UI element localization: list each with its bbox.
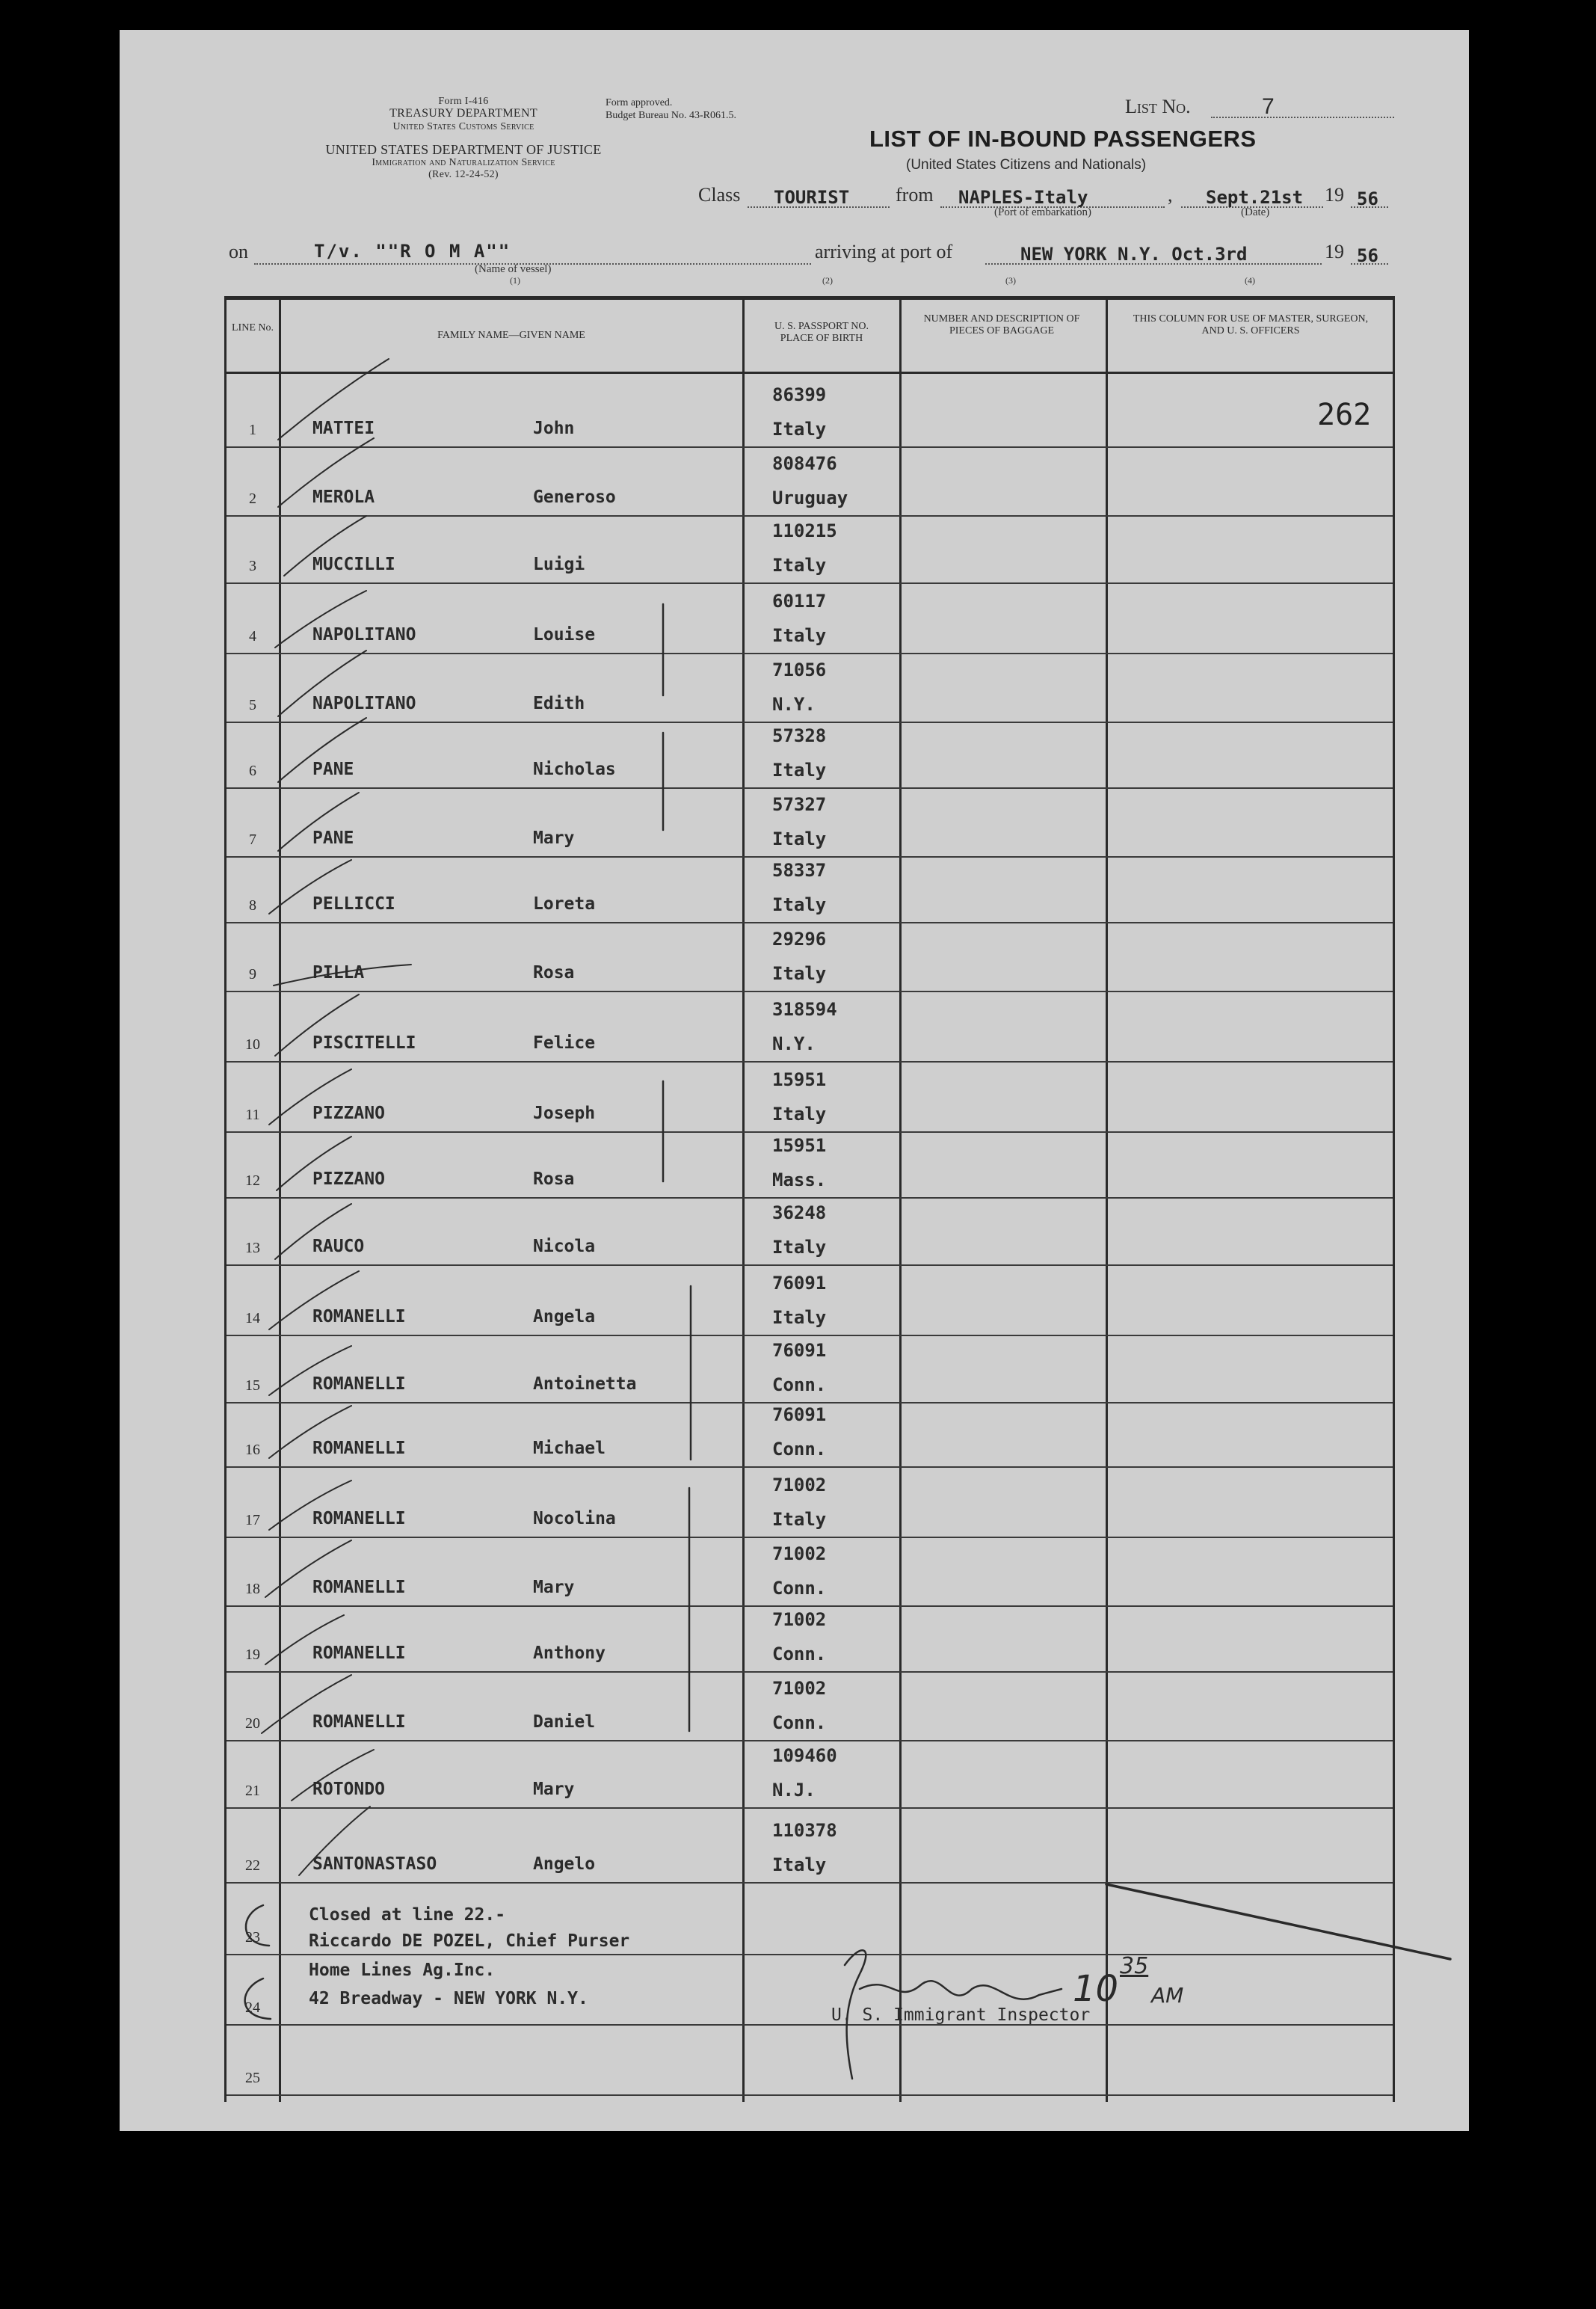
passport-number: 76091 <box>772 1340 827 1361</box>
line-number: 7 <box>249 831 256 848</box>
given-name: Edith <box>533 694 585 713</box>
given-name: Rosa <box>533 1169 575 1189</box>
check-mark-stroke <box>265 1540 351 1597</box>
family-name: PILLA <box>312 963 365 983</box>
family-name: ROMANELLI <box>312 1578 406 1597</box>
check-mark-stroke <box>269 1271 359 1329</box>
place-of-birth: N.Y. <box>772 694 816 715</box>
family-name: PANE <box>312 760 354 779</box>
check-mark-stroke <box>269 1346 351 1395</box>
form-approved: Form approved. <box>606 97 673 108</box>
given-name: Nicola <box>533 1237 596 1256</box>
line-number: 9 <box>249 966 256 983</box>
departure-date: Sept.21st <box>1206 187 1304 208</box>
on-label: on <box>229 241 248 262</box>
line-number: 20 <box>245 1715 260 1732</box>
place-of-birth: Italy <box>772 1854 827 1875</box>
from-label: from <box>896 184 934 206</box>
family-name: ROMANELLI <box>312 1509 406 1528</box>
inspection-hour: 10 <box>1073 1968 1119 2010</box>
passport-number: 60117 <box>772 591 827 612</box>
family-name: ROMANELLI <box>312 1712 406 1732</box>
line-number: 4 <box>249 628 256 645</box>
family-name: ROMANELLI <box>312 1439 406 1458</box>
given-name: Rosa <box>533 963 575 983</box>
check-mark-stroke <box>299 1807 370 1875</box>
check-mark-stroke <box>269 1481 351 1530</box>
arrival-year: 56 <box>1357 245 1378 266</box>
check-mark-stroke <box>275 1204 351 1259</box>
departure-year: 56 <box>1357 188 1378 209</box>
place-of-birth: Italy <box>772 555 827 576</box>
given-name: Louise <box>533 625 596 645</box>
passport-number: 109460 <box>772 1745 837 1766</box>
from-value: NAPLES-Italy <box>958 187 1088 208</box>
given-name: Luigi <box>533 555 585 574</box>
closing-diagonal-line <box>1106 1884 1450 1959</box>
given-name: Daniel <box>533 1712 596 1732</box>
line-number: 15 <box>245 1377 260 1394</box>
inspection-minute: 35 <box>1120 1953 1149 1979</box>
given-name: Angelo <box>533 1854 596 1874</box>
place-of-birth: Conn. <box>772 1712 827 1733</box>
family-name: ROMANELLI <box>312 1307 406 1326</box>
passport-number: 110215 <box>772 520 837 541</box>
inspector-title: U. S. Immigrant Inspector <box>831 2005 1091 2025</box>
line-number: 14 <box>245 1310 260 1326</box>
place-of-birth: Italy <box>772 963 827 984</box>
given-name: Nicholas <box>533 760 616 779</box>
check-mark-stroke <box>277 1137 351 1190</box>
customs-service: United States Customs Service <box>392 121 534 132</box>
passport-number: 808476 <box>772 453 837 474</box>
line-number: 13 <box>245 1240 260 1256</box>
given-name: Joseph <box>533 1104 596 1123</box>
line-circle-mark <box>245 1979 271 2019</box>
place-of-birth: Italy <box>772 828 827 849</box>
family-name: MUCCILLI <box>312 555 395 574</box>
col-header-name: FAMILY NAME—GIVEN NAME <box>437 330 585 341</box>
page-subtitle: (United States Citizens and Nationals) <box>906 157 1147 173</box>
line-number: 1 <box>249 422 256 438</box>
given-name: John <box>533 419 575 438</box>
given-name: Loreta <box>533 894 596 914</box>
place-of-birth: Italy <box>772 419 827 440</box>
date-note: (Date) <box>1241 206 1270 218</box>
line-number: 21 <box>245 1783 260 1799</box>
passport-number: 110378 <box>772 1820 837 1841</box>
passport-number: 318594 <box>772 999 837 1020</box>
col-header-officers: THIS COLUMN FOR USE OF MASTER, SURGEON, AND U. S. OFFICERS <box>1133 313 1369 336</box>
passport-number: 36248 <box>772 1202 827 1223</box>
line-number: 16 <box>245 1442 260 1458</box>
year-prefix-1: 19 <box>1325 184 1344 206</box>
col-header-passport: U. S. PASSPORT NO. PLACE OF BIRTH <box>774 321 869 344</box>
place-of-birth: Italy <box>772 1307 827 1328</box>
col-num-1: (1) <box>510 275 520 286</box>
line-number: 22 <box>245 1857 260 1874</box>
line-number: 17 <box>245 1512 260 1528</box>
vessel-note: (Name of vessel) <box>475 263 552 275</box>
given-name: Mary <box>533 1578 575 1597</box>
family-name: NAPOLITANO <box>312 694 416 713</box>
class-label: Class <box>698 184 741 206</box>
agency-address: 42 Breadway - NEW YORK N.Y. <box>309 1989 588 2008</box>
place-of-birth: Conn. <box>772 1644 827 1664</box>
check-mark-stroke <box>275 591 366 648</box>
place-of-birth: Italy <box>772 894 827 915</box>
family-name: MEROLA <box>312 488 375 507</box>
line-number: 18 <box>245 1581 260 1597</box>
arriving-label: arriving at port of <box>815 241 953 262</box>
closing-line: Closed at line 22.- <box>309 1905 506 1925</box>
check-mark-stroke <box>292 1750 374 1801</box>
given-name: Generoso <box>533 488 616 507</box>
family-name: PISCITELLI <box>312 1033 416 1053</box>
family-name: PIZZANO <box>312 1104 385 1123</box>
passport-number: 15951 <box>772 1069 827 1090</box>
page-title: LIST OF IN-BOUND PASSENGERS <box>869 126 1257 152</box>
passport-number: 15951 <box>772 1135 827 1156</box>
col-num-2: (2) <box>822 275 833 286</box>
check-mark-stroke <box>278 438 374 507</box>
check-mark-stroke <box>265 1615 344 1664</box>
given-name: Antoinetta <box>533 1374 637 1394</box>
passport-number: 57328 <box>772 725 827 746</box>
given-name: Michael <box>533 1439 606 1458</box>
line-number: 8 <box>249 897 256 914</box>
check-mark-stroke <box>269 860 351 914</box>
place-of-birth: N.J. <box>772 1780 816 1801</box>
passport-number: 29296 <box>772 929 827 950</box>
given-name: Anthony <box>533 1644 606 1663</box>
treasury-dept: TREASURY DEPARTMENT <box>389 107 537 120</box>
family-name: PANE <box>312 828 354 848</box>
place-of-birth: Uruguay <box>772 488 848 508</box>
col-header-line: LINE No. <box>232 322 274 333</box>
form-number: Form I-416 <box>438 96 489 107</box>
family-name: ROTONDO <box>312 1780 385 1799</box>
check-mark-stroke <box>275 994 359 1056</box>
passport-number: 76091 <box>772 1404 827 1425</box>
place-of-birth: N.Y. <box>772 1033 816 1054</box>
line-number: 12 <box>245 1172 260 1189</box>
justice-dept: UNITED STATES DEPARTMENT OF JUSTICE <box>325 142 602 157</box>
line-number: 25 <box>245 2070 260 2086</box>
family-name: NAPOLITANO <box>312 625 416 645</box>
check-mark-stroke <box>278 718 366 782</box>
col-header-baggage: NUMBER AND DESCRIPTION OF PIECES OF BAGGAGE <box>923 313 1080 336</box>
agency-name: Home Lines Ag.Inc. <box>309 1961 496 1980</box>
line-number: 19 <box>245 1647 260 1663</box>
family-name: ROMANELLI <box>312 1644 406 1663</box>
place-of-birth: Italy <box>772 1104 827 1125</box>
line-number: 10 <box>245 1036 260 1053</box>
place-of-birth: Italy <box>772 760 827 781</box>
budget-bureau: Budget Bureau No. 43-R061.5. <box>606 110 736 121</box>
passport-number: 71002 <box>772 1609 827 1630</box>
port-embarkation-note: (Port of embarkation) <box>994 206 1091 218</box>
given-name: Angela <box>533 1307 596 1326</box>
list-no-value: 7 <box>1262 94 1275 119</box>
passport-number: 71002 <box>772 1543 827 1564</box>
line-number: 5 <box>249 697 256 713</box>
year-prefix-2: 19 <box>1325 241 1344 262</box>
family-name: SANTONASTASO <box>312 1854 437 1874</box>
place-of-birth: Italy <box>772 625 827 646</box>
ins-service: Immigration and Naturalization Service <box>372 157 555 168</box>
line-circle-mark <box>246 1905 269 1946</box>
place-of-birth: Italy <box>772 1509 827 1530</box>
page-stamp-number: 262 <box>1317 398 1372 432</box>
check-mark-stroke <box>278 651 366 716</box>
passport-number: 86399 <box>772 384 827 405</box>
place-of-birth: Italy <box>772 1237 827 1258</box>
place-of-birth: Conn. <box>772 1439 827 1460</box>
line-number: 6 <box>249 763 256 779</box>
passport-number: 71002 <box>772 1475 827 1495</box>
place-of-birth: Mass. <box>772 1169 827 1190</box>
col-num-3: (3) <box>1005 275 1016 286</box>
line-number: 23 <box>245 1929 260 1946</box>
check-mark-stroke <box>274 965 411 986</box>
family-name: PELLICCI <box>312 894 395 914</box>
comma-1: , <box>1168 184 1173 206</box>
list-no-label: List No. <box>1125 96 1191 117</box>
family-name: RAUCO <box>312 1237 365 1256</box>
check-mark-stroke <box>262 1675 351 1733</box>
family-name: PIZZANO <box>312 1169 385 1189</box>
inspector-signature <box>845 1950 1062 2079</box>
place-of-birth: Conn. <box>772 1374 827 1395</box>
given-name: Mary <box>533 1780 575 1799</box>
given-name: Felice <box>533 1033 596 1053</box>
passport-number: 58337 <box>772 860 827 881</box>
line-number: 3 <box>249 558 256 574</box>
check-mark-stroke <box>278 359 389 440</box>
arrival-port-date: NEW YORK N.Y. Oct.3rd <box>1020 244 1248 265</box>
check-mark-stroke <box>269 1406 351 1458</box>
check-mark-stroke <box>278 793 359 851</box>
passport-number: 76091 <box>772 1273 827 1294</box>
given-name: Nocolina <box>533 1509 616 1528</box>
given-name: Mary <box>533 828 575 848</box>
passport-number: 71002 <box>772 1678 827 1699</box>
check-mark-stroke <box>284 516 366 576</box>
family-name: ROMANELLI <box>312 1374 406 1394</box>
place-of-birth: Conn. <box>772 1578 827 1599</box>
col-num-4: (4) <box>1245 275 1255 286</box>
line-number: 11 <box>245 1107 260 1123</box>
vessel-name: T/v. ""R O M A"" <box>314 241 511 262</box>
line-number: 24 <box>245 1999 260 2016</box>
check-mark-stroke <box>269 1069 351 1125</box>
line-number: 2 <box>249 491 256 507</box>
passport-number: 57327 <box>772 794 827 815</box>
revision-date: (Rev. 12-24-52) <box>428 169 499 180</box>
passport-number: 71056 <box>772 660 827 680</box>
family-name: MATTEI <box>312 419 375 438</box>
class-value: TOURIST <box>774 187 850 208</box>
inspection-ampm: AM <box>1151 1983 1184 2008</box>
purser-name: Riccardo DE POZEL, Chief Purser <box>309 1931 630 1951</box>
